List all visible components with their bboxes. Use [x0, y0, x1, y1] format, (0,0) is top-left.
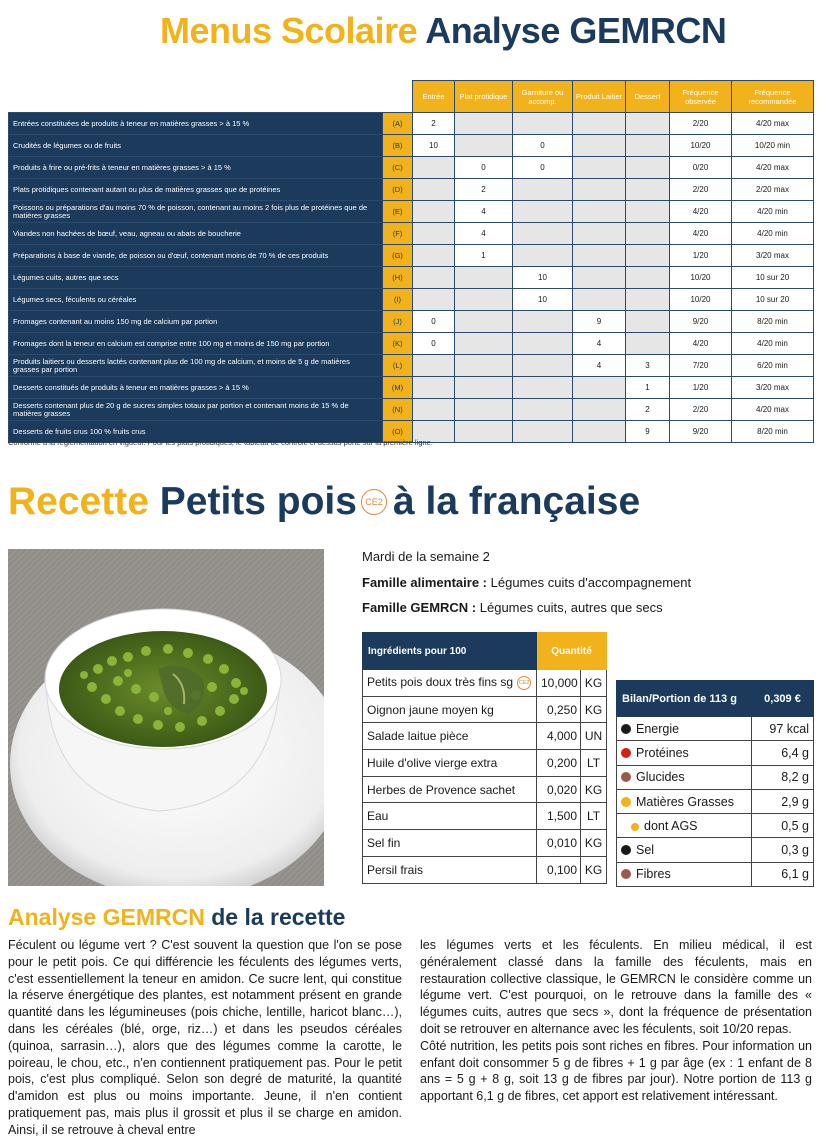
- nutrient-value: 0,3 g: [752, 838, 814, 862]
- entree-cell: [413, 267, 455, 289]
- frequency-recommended-cell: 4/20 min: [732, 333, 814, 355]
- nutrition-row: [617, 838, 814, 862]
- garniture-cell: [513, 377, 573, 399]
- ce2-badge-icon: CE2: [517, 676, 531, 690]
- frequency-recommended-cell: 2/20 max: [732, 179, 814, 201]
- ingredients-header-qty: Quantité: [537, 633, 607, 670]
- plat-cell: [455, 355, 513, 377]
- code-cell: (O): [383, 421, 413, 443]
- code-cell: (B): [383, 135, 413, 157]
- table-row: [9, 201, 814, 223]
- table-row: [9, 377, 814, 399]
- table-row: [9, 399, 814, 421]
- ingredient-row: [363, 856, 607, 883]
- criterion-cell: Poissons ou préparations d'au moins 70 % de poisson, contenant au moins 2 fois plus de protéines que de matières grasses: [9, 201, 383, 223]
- recipe-date: Mardi de la semaine 2: [362, 549, 490, 564]
- laitier-cell: [573, 267, 626, 289]
- analysis-paragraph: Féculent ou légume vert ? C'est souvent la question que l'on se pose pour le petit pois. Ce qui différencie les féculents des légumes verts, c'est essentiellement la teneur en amidon. Ce sucre lent, qui constitue la réserve énergétique des plantes, est notamment présent en grande quantité dans les légumineuses (pois chiche, lentille, haricot blanc…), dans les céréales (blé, orge, riz…) et dans les pseudos céréales (quinoa, sarrasin…), alors que des légumes comme la carotte, le poireau, le chou, etc., n'en contiennent pratiquement pas. Pour le petit pois, c'est plus compliqué. Selon son degré de maturité, la quantité d'amidon est plus ou moins importante. Jeune, il n'en contient pratiquement pas, mais plus il grossit et plus il se charge en amidon. Ainsi, il se retrouve à cheval entre: [8, 938, 402, 1137]
- frequency-observed-cell: 9/20: [670, 421, 732, 443]
- laitier-cell: 4: [573, 355, 626, 377]
- ingredient-unit: UN: [581, 723, 607, 750]
- nutrition-header-cost: 0,309 €: [752, 681, 814, 717]
- nutrition-header-label: Bilan/Portion de 113 g: [617, 681, 752, 717]
- column-header: Fréquence observée: [670, 81, 732, 113]
- criterion-cell: Légumes secs, féculents ou céréales: [9, 289, 383, 311]
- ingredients-body: [363, 670, 607, 884]
- criterion-cell: Fromages dont la teneur en calcium est comprise entre 100 mg et moins de 150 mg par portion: [9, 333, 383, 355]
- nutrition-body: [617, 717, 814, 887]
- recipe-title-label: Recette: [8, 480, 149, 523]
- ingredient-name: Petits pois doux très fins sg: [367, 675, 514, 690]
- nutrition-table: [616, 680, 814, 887]
- ingredient-qty: 4,000: [537, 723, 581, 750]
- analysis-column-right: [420, 937, 812, 1105]
- table-row: [9, 289, 814, 311]
- nutrient-bullet-icon: [621, 772, 631, 782]
- nutrient-name: Energie: [636, 721, 680, 736]
- ingredient-name: Huile d'olive vierge extra: [367, 755, 498, 770]
- criterion-cell: Viandes non hachées de bœuf, veau, agneau ou abats de boucherie: [9, 223, 383, 245]
- nutrient-value: 0,5 g: [752, 814, 814, 838]
- column-header: Plat protidique: [455, 81, 513, 113]
- garniture-cell: [513, 179, 573, 201]
- frequency-observed-cell: 7/20: [670, 355, 732, 377]
- gemrcn-table: [8, 80, 814, 443]
- gemrcn-family-value: Légumes cuits, autres que secs: [479, 600, 663, 615]
- dessert-cell: [626, 157, 670, 179]
- title-menus-scolaire: Menus Scolaire: [160, 10, 418, 51]
- entree-cell: [413, 355, 455, 377]
- plat-cell: [455, 377, 513, 399]
- criterion-cell: Crudités de légumes ou de fruits: [9, 135, 383, 157]
- frequency-observed-cell: 2/20: [670, 399, 732, 421]
- frequency-observed-cell: 2/20: [670, 179, 732, 201]
- dessert-cell: 3: [626, 355, 670, 377]
- ingredient-name: Persil frais: [367, 862, 424, 877]
- laitier-cell: [573, 201, 626, 223]
- table-row: [9, 223, 814, 245]
- table-row: [9, 333, 814, 355]
- frequency-recommended-cell: 4/20 min: [732, 201, 814, 223]
- code-cell: (M): [383, 377, 413, 399]
- entree-cell: [413, 179, 455, 201]
- criterion-cell: Préparations à base de viande, de poisson ou d'œuf, contenant moins de 70 % de ces produits: [9, 245, 383, 267]
- ingredient-qty: 0,020: [537, 776, 581, 803]
- title-analyse-gemrcn: Analyse GEMRCN: [425, 10, 727, 51]
- laitier-cell: [573, 377, 626, 399]
- entree-cell: [413, 157, 455, 179]
- ingredient-name-cell: [363, 776, 537, 803]
- dessert-cell: 1: [626, 377, 670, 399]
- frequency-recommended-cell: 4/20 max: [732, 157, 814, 179]
- criterion-cell: Plats protidiques contenant autant ou plus de matières grasses que de protéines: [9, 179, 383, 201]
- ingredient-name-cell: [363, 723, 537, 750]
- nutrition-header-row: [617, 681, 814, 717]
- code-cell: (A): [383, 113, 413, 135]
- dessert-cell: [626, 201, 670, 223]
- ingredients-table: [362, 632, 607, 884]
- analysis-paragraph: Côté nutrition, les petits pois sont riches en fibres. Pour information un enfant doit consommer 5 g de fibres + 1 g par âge (ex : 1 enfant de 8 ans = 5 g + 8 g, soit 13 g de fibres par jour). Notre portion de 113 g apportant 6,1 g de fibres, cet apport est relativement intéressant.: [420, 1038, 812, 1104]
- dessert-cell: [626, 113, 670, 135]
- nutrient-name-cell: [617, 741, 752, 765]
- entree-cell: 2: [413, 113, 455, 135]
- dessert-cell: [626, 333, 670, 355]
- ingredient-qty: 0,250: [537, 696, 581, 723]
- plat-cell: [455, 311, 513, 333]
- laitier-cell: [573, 157, 626, 179]
- nutrition-row: [617, 814, 814, 838]
- nutrition-row: [617, 717, 814, 741]
- garniture-cell: [513, 201, 573, 223]
- garniture-cell: [513, 421, 573, 443]
- frequency-observed-cell: 10/20: [670, 267, 732, 289]
- peas-bowl-illustration: [8, 549, 324, 886]
- code-cell: (N): [383, 399, 413, 421]
- ingredient-row: [363, 696, 607, 723]
- nutrient-bullet-icon: [631, 823, 639, 831]
- entree-cell: [413, 201, 455, 223]
- nutrient-value: 6,1 g: [752, 862, 814, 886]
- ingredient-unit: LT: [581, 750, 607, 777]
- nutrition-row: [617, 765, 814, 789]
- criterion-cell: Produits à frire ou pré-frits à teneur en matières grasses > à 15 %: [9, 157, 383, 179]
- gemrcn-family-label: Famille GEMRCN :: [362, 600, 477, 615]
- plat-cell: 4: [455, 201, 513, 223]
- frequency-recommended-cell: 4/20 max: [732, 399, 814, 421]
- nutrient-name-cell: [617, 765, 752, 789]
- food-family: [362, 575, 691, 590]
- analysis-title-suffix: de la recette: [211, 904, 346, 930]
- criterion-cell: Desserts contenant plus de 20 g de sucres simples totaux par portion et contenant moins de 15 % de matières grasses: [9, 399, 383, 421]
- code-cell: (L): [383, 355, 413, 377]
- ingredient-row: [363, 803, 607, 830]
- dessert-cell: 9: [626, 421, 670, 443]
- dessert-cell: [626, 223, 670, 245]
- plat-cell: [455, 399, 513, 421]
- garniture-cell: [513, 245, 573, 267]
- plat-cell: [455, 289, 513, 311]
- nutrient-name: Matières Grasses: [636, 794, 734, 809]
- nutrient-name-cell: [617, 789, 752, 813]
- frequency-recommended-cell: 4/20 max: [732, 113, 814, 135]
- ingredient-unit: KG: [581, 670, 607, 697]
- table-row: [9, 135, 814, 157]
- table-footnote: Conforme à la réglementation en vigueur. Pour les plats protidiques, le tableau de contrôle ci-dessus porte sur la première ligne.: [8, 438, 433, 447]
- ingredient-unit: KG: [581, 830, 607, 857]
- ingredient-name-cell: [363, 750, 537, 777]
- frequency-observed-cell: 9/20: [670, 311, 732, 333]
- nutrient-name: Sel: [636, 843, 655, 858]
- frequency-recommended-cell: 10 sur 20: [732, 289, 814, 311]
- criterion-cell: Légumes cuits, autres que secs: [9, 267, 383, 289]
- table-row: [9, 157, 814, 179]
- nutrient-name: Glucides: [636, 770, 685, 785]
- criterion-cell: Desserts constitués de produits à teneur en matières grasses > à 15 %: [9, 377, 383, 399]
- nutrition-row: [617, 741, 814, 765]
- dessert-cell: 2: [626, 399, 670, 421]
- ingredient-row: [363, 723, 607, 750]
- plat-cell: [455, 135, 513, 157]
- code-cell: (E): [383, 201, 413, 223]
- laitier-cell: [573, 399, 626, 421]
- plat-cell: 2: [455, 179, 513, 201]
- column-header: Produit Laitier: [573, 81, 626, 113]
- frequency-observed-cell: 0/20: [670, 157, 732, 179]
- column-header: Dessert: [626, 81, 670, 113]
- ingredient-name: Herbes de Provence sachet: [367, 782, 516, 797]
- plat-cell: [455, 267, 513, 289]
- gemrcn-table-body: [9, 113, 814, 443]
- ingredient-qty: 10,000: [537, 670, 581, 697]
- nutrition-row: [617, 789, 814, 813]
- analysis-paragraph: les légumes verts et les féculents. En milieu médical, il est généralement classé dans la famille des féculents, mais en restauration collective classique, le GEMRCN le considère comme un légume vert. C'est pourquoi, on le retrouve dans la famille des « légumes cuits, autres que secs », dont la fréquence de présentation doit se retrouver en alternance avec les féculents, soit 10/20 repas.: [420, 938, 812, 1036]
- garniture-cell: 0: [513, 157, 573, 179]
- ingredient-name-cell: [363, 696, 537, 723]
- nutrient-bullet-icon: [621, 748, 631, 758]
- frequency-observed-cell: 4/20: [670, 223, 732, 245]
- food-family-value: Légumes cuits d'accompagnement: [490, 575, 692, 590]
- criterion-cell: Produits laitiers ou desserts lactés contenant plus de 100 mg de calcium, et moins de 5 g de matières grasses par portion: [9, 355, 383, 377]
- nutrient-bullet-icon: [621, 845, 631, 855]
- table-row: [9, 355, 814, 377]
- nutrient-name: Fibres: [636, 867, 671, 882]
- frequency-recommended-cell: 8/20 min: [732, 421, 814, 443]
- nutrient-bullet-icon: [621, 869, 631, 879]
- nutrient-name-cell: [617, 814, 752, 838]
- ingredient-unit: KG: [581, 856, 607, 883]
- ce2-badge-icon: CE2: [361, 489, 387, 515]
- ingredient-row: [363, 776, 607, 803]
- column-header: Entrée: [413, 81, 455, 113]
- ingredient-row: [363, 670, 607, 697]
- laitier-cell: [573, 223, 626, 245]
- ingredient-name: Oignon jaune moyen kg: [367, 702, 494, 717]
- frequency-observed-cell: 2/20: [670, 113, 732, 135]
- laitier-cell: [573, 113, 626, 135]
- frequency-recommended-cell: 3/20 max: [732, 377, 814, 399]
- entree-cell: [413, 377, 455, 399]
- plat-cell: [455, 333, 513, 355]
- laitier-cell: [573, 421, 626, 443]
- dessert-cell: [626, 245, 670, 267]
- garniture-cell: [513, 333, 573, 355]
- frequency-observed-cell: 4/20: [670, 333, 732, 355]
- garniture-cell: 0: [513, 135, 573, 157]
- entree-cell: 10: [413, 135, 455, 157]
- recipe-title: [8, 480, 640, 524]
- code-cell: (C): [383, 157, 413, 179]
- table-row: [9, 245, 814, 267]
- recipe-title-suffix: à la française: [392, 480, 641, 523]
- page-title: [160, 10, 726, 52]
- dessert-cell: [626, 135, 670, 157]
- code-cell: (I): [383, 289, 413, 311]
- recipe-photo: [8, 549, 324, 886]
- nutrient-value: 8,2 g: [752, 765, 814, 789]
- entree-cell: 0: [413, 333, 455, 355]
- plat-cell: 4: [455, 223, 513, 245]
- entree-cell: [413, 399, 455, 421]
- plat-cell: [455, 113, 513, 135]
- frequency-recommended-cell: 3/20 max: [732, 245, 814, 267]
- header-blank: [9, 81, 383, 113]
- recipe-title-name: Petits pois: [159, 480, 357, 523]
- ingredient-qty: 1,500: [537, 803, 581, 830]
- table-row: [9, 311, 814, 333]
- table-row: [9, 179, 814, 201]
- criterion-cell: Entrées constituées de produits à teneur en matières grasses > à 15 %: [9, 113, 383, 135]
- garniture-cell: 10: [513, 289, 573, 311]
- garniture-cell: [513, 311, 573, 333]
- nutrition-row: [617, 862, 814, 886]
- code-cell: (J): [383, 311, 413, 333]
- frequency-recommended-cell: 6/20 min: [732, 355, 814, 377]
- frequency-observed-cell: 1/20: [670, 245, 732, 267]
- dessert-cell: [626, 267, 670, 289]
- ingredient-name-cell: [363, 830, 537, 857]
- laitier-cell: [573, 135, 626, 157]
- frequency-observed-cell: 10/20: [670, 289, 732, 311]
- frequency-recommended-cell: 10 sur 20: [732, 267, 814, 289]
- entree-cell: 0: [413, 311, 455, 333]
- frequency-observed-cell: 4/20: [670, 201, 732, 223]
- entree-cell: [413, 223, 455, 245]
- laitier-cell: [573, 289, 626, 311]
- criterion-cell: Desserts de fruits crus 100 % fruits crus: [9, 421, 383, 443]
- nutrient-bullet-icon: [621, 797, 631, 807]
- laitier-cell: 9: [573, 311, 626, 333]
- plat-cell: 0: [455, 157, 513, 179]
- laitier-cell: [573, 245, 626, 267]
- garniture-cell: [513, 113, 573, 135]
- dessert-cell: [626, 289, 670, 311]
- plat-cell: 1: [455, 245, 513, 267]
- code-cell: (K): [383, 333, 413, 355]
- nutrient-value: 97 kcal: [752, 717, 814, 741]
- entree-cell: [413, 289, 455, 311]
- nutrient-value: 2,9 g: [752, 789, 814, 813]
- ingredient-qty: 0,200: [537, 750, 581, 777]
- ingredient-name-cell: [363, 856, 537, 883]
- frequency-recommended-cell: 4/20 min: [732, 223, 814, 245]
- frequency-observed-cell: 1/20: [670, 377, 732, 399]
- nutrient-value: 6,4 g: [752, 741, 814, 765]
- table-row: [9, 113, 814, 135]
- garniture-cell: 10: [513, 267, 573, 289]
- dessert-cell: [626, 179, 670, 201]
- food-family-label: Famille alimentaire :: [362, 575, 487, 590]
- column-header: Garniture ou accomp.: [513, 81, 573, 113]
- laitier-cell: [573, 179, 626, 201]
- code-cell: (D): [383, 179, 413, 201]
- laitier-cell: 4: [573, 333, 626, 355]
- table-row: [9, 267, 814, 289]
- plat-cell: [455, 421, 513, 443]
- nutrient-name: dont AGS: [644, 818, 698, 833]
- ingredients-header-name: Ingrédients pour 100: [363, 633, 537, 670]
- ingredient-unit: KG: [581, 776, 607, 803]
- ingredient-name-cell: [363, 670, 537, 697]
- nutrient-name-cell: [617, 862, 752, 886]
- dessert-cell: [626, 311, 670, 333]
- analysis-column-left: [8, 937, 402, 1139]
- frequency-recommended-cell: 10/20 min: [732, 135, 814, 157]
- ingredients-header-row: [363, 633, 607, 670]
- code-cell: (G): [383, 245, 413, 267]
- garniture-cell: [513, 399, 573, 421]
- gemrcn-family: [362, 600, 663, 615]
- frequency-recommended-cell: 8/20 min: [732, 311, 814, 333]
- ingredient-qty: 0,100: [537, 856, 581, 883]
- ingredient-name-cell: [363, 803, 537, 830]
- entree-cell: [413, 245, 455, 267]
- analysis-title-main: Analyse GEMRCN: [8, 904, 205, 930]
- code-cell: (H): [383, 267, 413, 289]
- nutrient-name-cell: [617, 838, 752, 862]
- ingredient-row: [363, 830, 607, 857]
- ingredient-name: Salade laitue pièce: [367, 729, 469, 744]
- header-blank: [383, 81, 413, 113]
- analysis-title: [8, 904, 345, 931]
- ingredient-row: [363, 750, 607, 777]
- frequency-observed-cell: 10/20: [670, 135, 732, 157]
- nutrient-name-cell: [617, 717, 752, 741]
- gemrcn-header-row: [9, 81, 814, 113]
- ingredient-unit: KG: [581, 696, 607, 723]
- ingredient-unit: LT: [581, 803, 607, 830]
- criterion-cell: Fromages contenant au moins 150 mg de calcium par portion: [9, 311, 383, 333]
- column-header: Fréquence recommandée: [732, 81, 814, 113]
- nutrient-name: Protéines: [636, 745, 689, 760]
- ingredient-qty: 0,010: [537, 830, 581, 857]
- code-cell: (F): [383, 223, 413, 245]
- garniture-cell: [513, 355, 573, 377]
- ingredient-name: Eau: [367, 809, 389, 824]
- garniture-cell: [513, 223, 573, 245]
- nutrient-bullet-icon: [621, 724, 631, 734]
- ingredient-name: Sel fin: [367, 835, 401, 850]
